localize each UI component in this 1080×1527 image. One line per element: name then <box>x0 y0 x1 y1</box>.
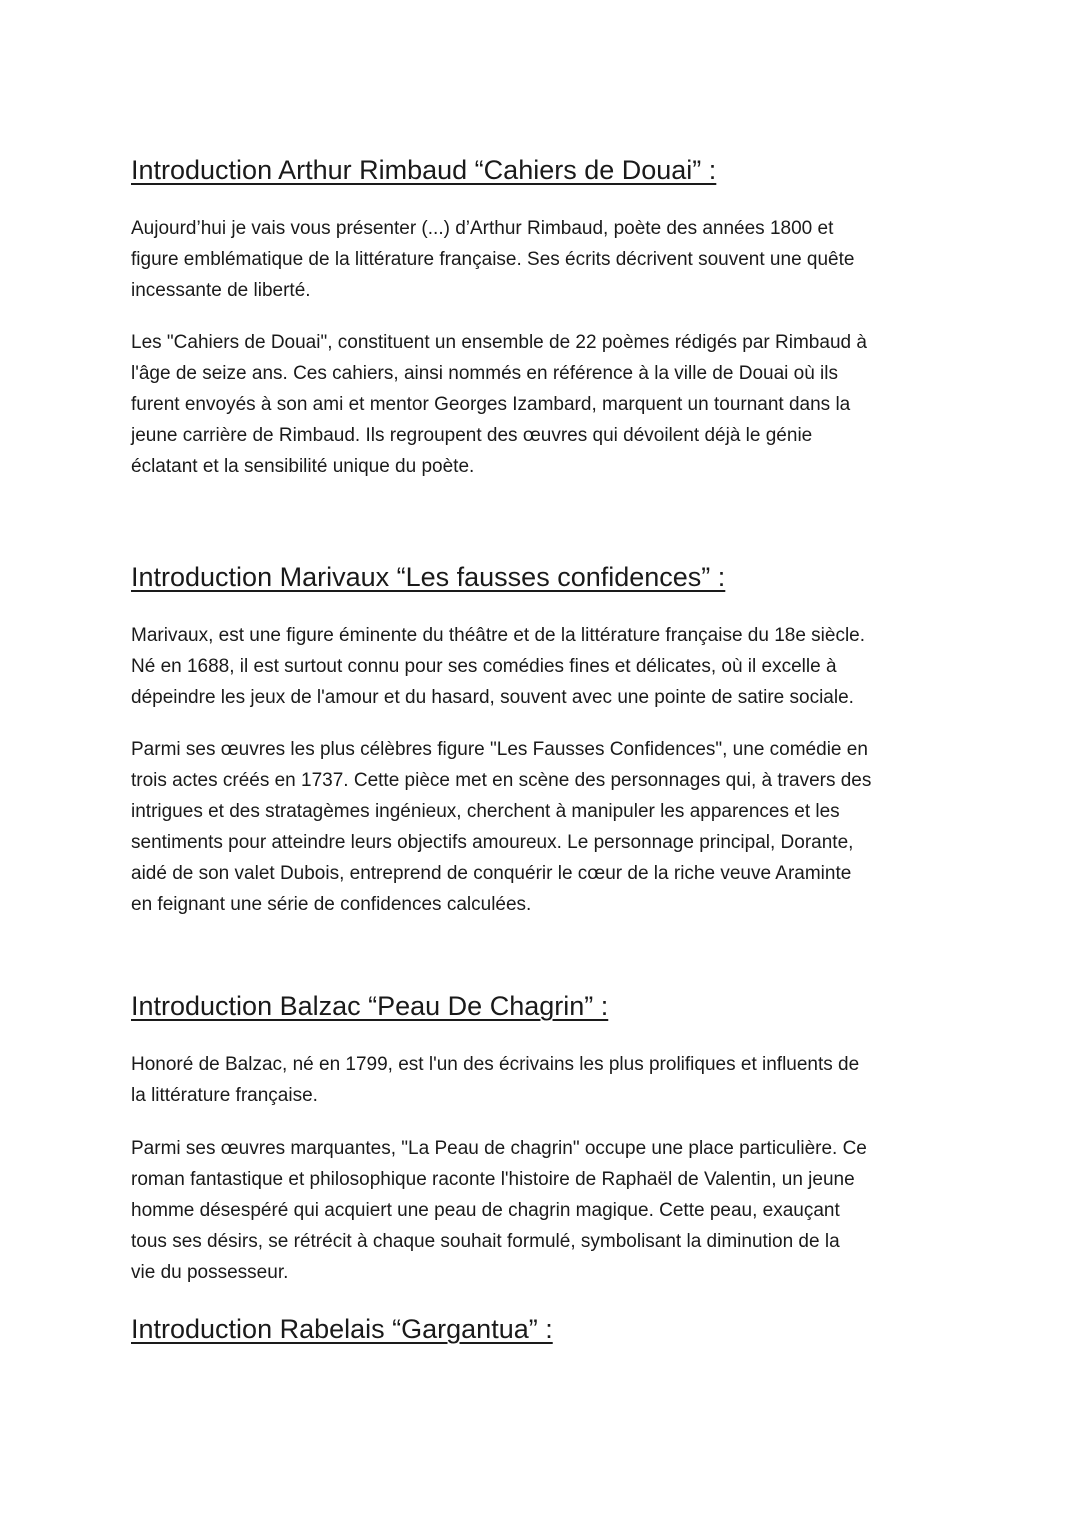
text-line: incessante de liberté. <box>131 280 311 301</box>
text-line: trois actes créés en 1737. Cette pièce met en scène des personnages qui, à travers des <box>131 770 872 791</box>
text-line: Aujourd’hui je vais vous présenter (...) d’Arthur Rimbaud, poète des années 1800 et <box>131 218 834 239</box>
section-heading-balzac: Introduction Balzac “Peau De Chagrin” : <box>131 991 609 1021</box>
text-line: figure emblématique de la littérature française. Ses écrits décrivent souvent une quête <box>131 249 855 270</box>
text-line: dépeindre les jeux de l'amour et du hasard, souvent avec une pointe de satire sociale. <box>131 687 854 708</box>
text-line: sentiments pour atteindre leurs objectifs amoureux. Le personnage principal, Dorante, <box>131 832 854 853</box>
text-line: tous ses désirs, se rétrécit à chaque souhait formulé, symbolisant la diminution de la <box>131 1231 840 1252</box>
paragraph-rimbaud-cahiers <box>131 327 867 482</box>
text-line: Les "Cahiers de Douai", constituent un ensemble de 22 poèmes rédigés par Rimbaud à <box>131 332 867 353</box>
paragraph-marivaux-oeuvre <box>131 734 871 920</box>
section-heading-rimbaud: Introduction Arthur Rimbaud “Cahiers de Douai” : <box>131 155 717 185</box>
text-line: Parmi ses œuvres les plus célèbres figure "Les Fausses Confidences", une comédie en <box>131 739 868 760</box>
text-line: intrigues et des stratagèmes ingénieux, cherchent à manipuler les apparences et les <box>131 801 840 822</box>
text-line: homme désespéré qui acquiert une peau de chagrin magique. Cette peau, exauçant <box>131 1200 840 1221</box>
text-line: aidé de son valet Dubois, entreprend de conquérir le cœur de la riche veuve Araminte <box>131 863 852 884</box>
section-heading-rabelais: Introduction Rabelais “Gargantua” : <box>131 1314 553 1344</box>
paragraph-balzac-intro <box>131 1049 859 1111</box>
text-line: éclatant et la sensibilité unique du poète. <box>131 456 475 477</box>
text-line: Parmi ses œuvres marquantes, "La Peau de chagrin" occupe une place particulière. Ce <box>131 1138 867 1159</box>
text-line: furent envoyés à son ami et mentor Georges Izambard, marquent un tournant dans la <box>131 394 851 415</box>
section-heading-marivaux: Introduction Marivaux “Les fausses confidences” : <box>131 562 726 592</box>
text-line: roman fantastique et philosophique raconte l'histoire de Raphaël de Valentin, un jeune <box>131 1169 855 1190</box>
text-line: vie du possesseur. <box>131 1262 289 1283</box>
paragraph-rimbaud-intro <box>131 213 854 306</box>
text-line: la littérature française. <box>131 1085 318 1106</box>
text-line: Honoré de Balzac, né en 1799, est l'un des écrivains les plus prolifiques et influents de <box>131 1054 860 1075</box>
text-line: Marivaux, est une figure éminente du théâtre et de la littérature française du 18e siècle. <box>131 625 866 646</box>
text-line: en feignant une série de confidences calculées. <box>131 894 532 915</box>
paragraph-marivaux-intro <box>131 620 865 713</box>
text-line: jeune carrière de Rimbaud. Ils regroupent des œuvres qui dévoilent déjà le génie <box>131 425 813 446</box>
text-line: l'âge de seize ans. Ces cahiers, ainsi nommés en référence à la ville de Douai où ils <box>131 363 838 384</box>
text-line: Né en 1688, il est surtout connu pour ses comédies fines et délicates, où il excelle à <box>131 656 837 677</box>
paragraph-balzac-oeuvre <box>131 1133 867 1288</box>
